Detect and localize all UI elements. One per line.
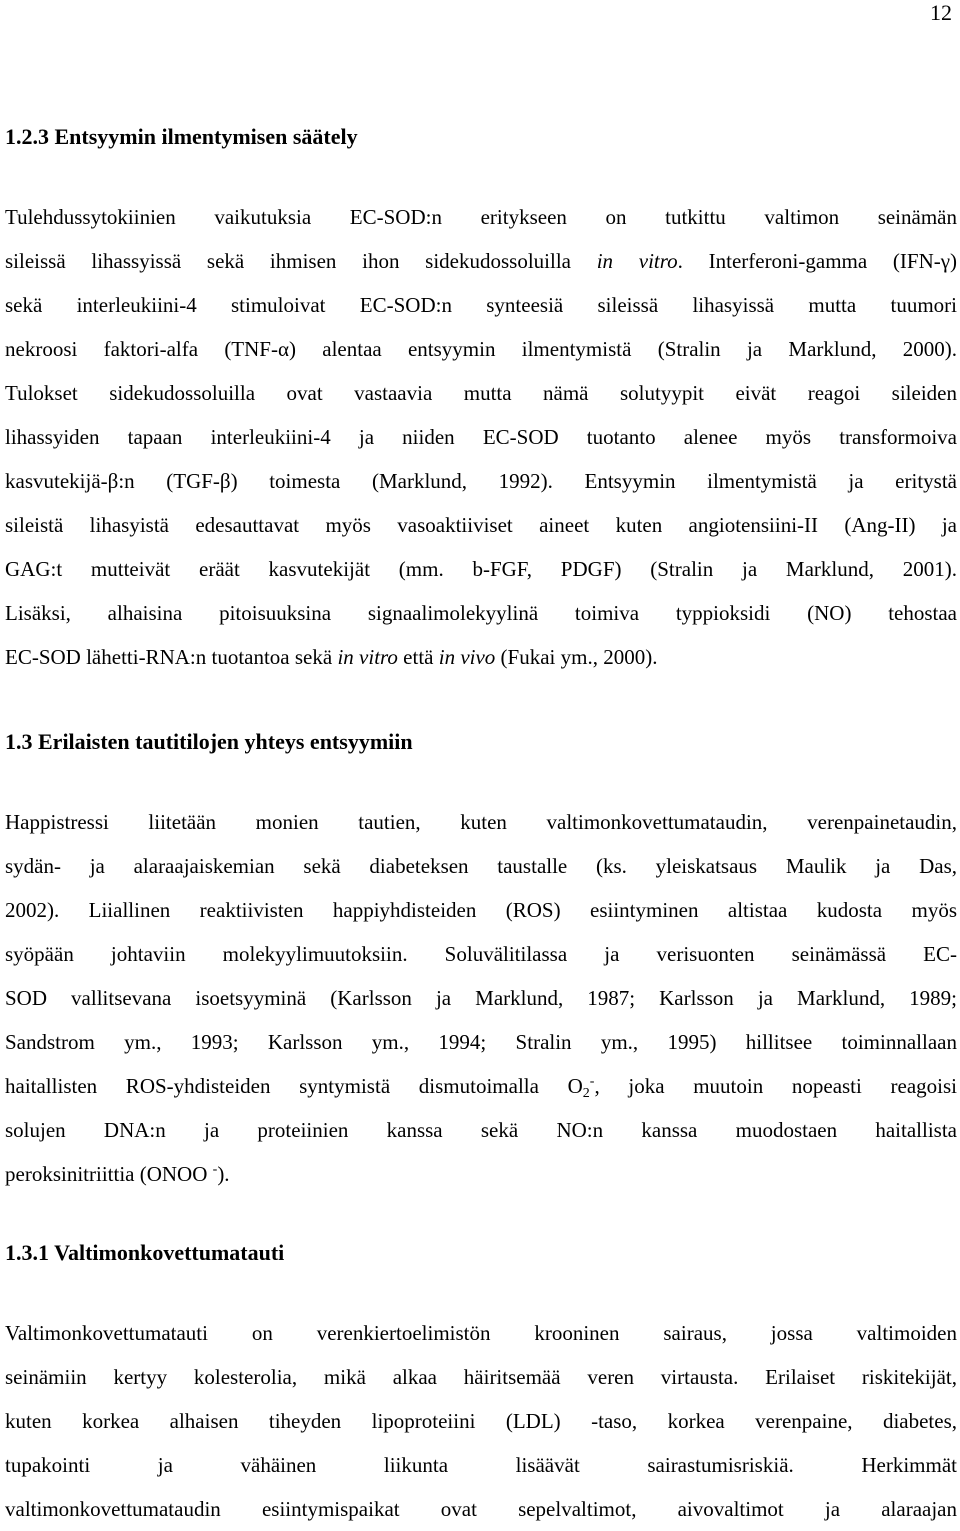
text-line [5,1152,957,1196]
text-line: seinämiin kertyy kolesterolia, mikä alkaa häiritsemää veren virtausta. Erilaiset riskitekijät, [5,1365,957,1389]
text-line [5,635,957,679]
text-line [5,1064,957,1108]
text-run: sileissä lihassyissä sekä ihmisen ihon sidekudossoluilla [5,249,597,273]
text-line: solujen DNA:n ja proteiinien kanssa sekä NO:n kanssa muodostaen haitallista [5,1118,957,1142]
text-line: GAG:t mutteivät eräät kasvutekijät (mm. b-FGF, PDGF) (Stralin ja Marklund, 2001). [5,557,957,581]
italic-run: in vitro [596,249,678,273]
text-line: sekä interleukiini-4 stimuloivat EC-SOD:n synteesiä sileissä lihasyissä mutta tuumori [5,293,957,317]
subscript: 2 [582,1086,590,1101]
text-run: peroksinitriittia (ONOO [5,1162,213,1186]
section-heading-1-2-3: 1.2.3 Entsyymin ilmentymisen säätely [5,124,358,149]
text-line: tupakointi ja vähäinen liikunta lisäävät sairastumisriskiä. Herkimmät [5,1453,957,1477]
text-line: lihassyiden tapaan interleukiini-4 ja niiden EC-SOD tuotanto alenee myös transformoiva [5,425,957,449]
text-line: SOD vallitsevana isoetsyyminä (Karlsson ja Marklund, 1987; Karlsson ja Marklund, 1989; [5,986,957,1010]
text-run: (Fukai ym., 2000). [495,645,658,669]
paragraph-1-2-3 [5,195,957,679]
text-run: EC-SOD lähetti-RNA:n tuotantoa sekä [5,645,338,669]
paragraph-1-3-1 [5,1311,957,1531]
text-line: kuten korkea alhaisen tiheyden lipoproteiini (LDL) -taso, korkea verenpaine, diabetes, [5,1409,957,1433]
text-line: Valtimonkovettumatauti on verenkiertoelimistön krooninen sairaus, jossa valtimoiden [5,1321,957,1345]
text-line: sydän- ja alaraajaiskemian sekä diabeteksen taustalle (ks. yleiskatsaus Maulik ja Das, [5,854,957,878]
paragraph-1-3 [5,800,957,1196]
section-heading-1-3-1: 1.3.1 Valtimonkovettumatauti [5,1240,285,1265]
text-run: että [397,645,439,669]
page-number: 12 [930,0,952,25]
text-run: , joka muutoin nopeasti reagoisi [594,1074,957,1098]
text-line: syöpään johtaviin molekyylimuutoksiin. Soluvälitilassa ja verisuonten seinämässä EC- [5,942,957,966]
text-line: 2002). Liiallinen reaktiivisten happiyhdisteiden (ROS) esiintyminen altistaa kudosta myös [5,898,957,922]
superscript: - [212,1162,218,1177]
text-line: sileistä lihasyistä edesauttavat myös vasoaktiiviset aineet kuten angiotensiini-II (Ang-II) ja [5,513,957,537]
superscript: - [589,1074,595,1089]
text-line: kasvutekijä-β:n (TGF-β) toimesta (Marklund, 1992). Entsyymin ilmentymistä ja eritystä [5,469,957,493]
text-run: ). [217,1162,230,1186]
italic-run: in vivo [438,645,496,669]
text-run: . Interferoni-gamma (IFN-γ) [677,249,957,273]
italic-run: in vitro [337,645,398,669]
text-line: Happistressi liitetään monien tautien, kuten valtimonkovettumataudin, verenpainetaudin, [5,810,957,834]
text-line: Lisäksi, alhaisina pitoisuuksina signaalimolekyylinä toimiva typpioksidi (NO) tehostaa [5,601,957,625]
text-line: valtimonkovettumataudin esiintymispaikat ovat sepelvaltimot, aivovaltimot ja alaraajan [5,1497,957,1521]
text-line: Tulokset sidekudossoluilla ovat vastaavia mutta nämä solutyypit eivät reagoi sileiden [5,381,957,405]
text-line: nekroosi faktori-alfa (TNF-α) alentaa entsyymin ilmentymistä (Stralin ja Marklund, 2000). [5,337,957,361]
text-line: Tulehdussytokiinien vaikutuksia EC-SOD:n eritykseen on tutkittu valtimon seinämän [5,205,957,229]
section-heading-1-3: 1.3 Erilaisten tautitilojen yhteys entsyymiin [5,729,413,754]
text-line: Sandstrom ym., 1993; Karlsson ym., 1994; Stralin ym., 1995) hillitsee toiminnallaan [5,1030,957,1054]
text-line [5,239,957,283]
text-run: haitallisten ROS-yhdisteiden syntymistä dismutoimalla O [5,1074,583,1098]
